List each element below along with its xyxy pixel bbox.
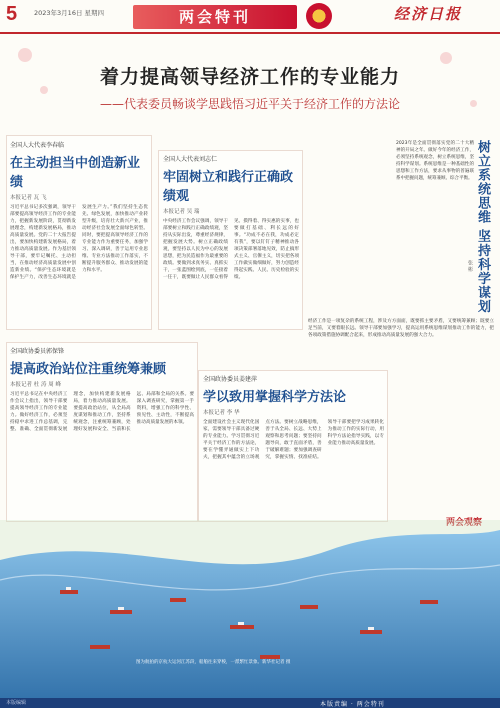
header-divider xyxy=(0,32,500,34)
commentary-body-lower: 经济工作是一项复杂的系统工程，涉及方方面面，既要抓主要矛盾，又要统筹兼顾；既要立足当前，又要着眼长远。领导干部要加强学习，提高运用系统思维谋划推动工作的能力，把各项政策措施协调配合起来，形成推动高质量发展的强大合力。 xyxy=(308,319,494,338)
article-byline: 本报记者 瓦 飞 xyxy=(10,195,47,201)
article-title: 学以致用掌握科学方法论 xyxy=(203,390,347,405)
page-header xyxy=(0,0,500,44)
footer-left-text: 本版编辑 xyxy=(6,700,27,706)
emblem-icon xyxy=(306,3,332,29)
photo-caption: 图为航拍的京杭大运河江苏段，船舶往来穿梭，一派繁忙景象。新华社记者 摄 xyxy=(136,660,291,665)
commentary-author: 张 彬 xyxy=(467,260,473,272)
footer-right-text: 本版责编 · 两会特刊 xyxy=(320,701,385,708)
page-footer xyxy=(0,698,500,708)
section-banner: 两会特刊 xyxy=(133,5,297,29)
article-kicker: 全国人大代表李春临 xyxy=(10,142,65,149)
article-kicker: 全国人大代表刘志仁 xyxy=(163,156,218,163)
article-title: 提高政治站位注重统筹兼顾 xyxy=(10,362,167,377)
main-subheadline: ——代表委员畅谈学思践悟习近平关于经济工作的方法论 xyxy=(99,97,400,111)
issue-date: 2023年3月16日 星期四 xyxy=(34,9,105,17)
article-kicker: 全国政协委员姜建萍 xyxy=(203,376,258,383)
commentary-title: 树立系统思维 坚持科学谋划 xyxy=(475,140,490,314)
main-headline: 着力提高领导经济工作的专业能力 xyxy=(99,66,400,88)
article-byline: 本报记者 吴 瑞 xyxy=(163,209,200,215)
commentary-tag: 两会观察 xyxy=(446,518,483,528)
article-kicker: 全国政协委员郭保锋 xyxy=(10,348,65,355)
article-title: 牢固树立和践行正确政绩观 xyxy=(163,170,294,204)
decor-dot xyxy=(18,48,32,62)
article-byline: 本报记者 杜 涛 周 峰 xyxy=(10,382,61,388)
article-body: 全面建设社会主义现代化国家，需要领导干部具备过硬的专业能力。学习贯彻习近平关于经济工作的方法论，要在学懂弄通做实上下功夫，把握其中蕴含的立场观点方法。要树立战略思维，善于从全局、长远、大势上观察和思考问题；要坚持问题导向，敢于直面矛盾，善于破解难题；要加强调查研究，掌握实情、找准症结。领导干部要把学习成果转化为推动工作的实际行动，用科学方法论指导实践，以专业能力推动高质量发展。 xyxy=(203,420,384,460)
commentary-body: 2023年是全面贯彻落实党的二十大精神的开局之年。做好今年的经济工作，必须坚持系统观念，树立系统思维，坚持科学谋划。系统思维是一种基础性的思想和工作方法，要求从事物的普遍联系中把握问题，统筹兼顾、综合平衡。 xyxy=(396,141,474,181)
article-body: 中央经济工作会议强调，领导干部要树立和践行正确政绩观，坚持从实际出发，尊重经济规律，把握发展大势。树立正确政绩观，要坚持以人民为中心的发展思想，把为民造福作为最重要的政绩。要做到求真务实、真抓实干，一张蓝图绘到底，一任接着一任干，既要做让人民群众看得见、摸得着、得实惠的实事，也要做打基础、利长远的好事。“功成不必在我，功成必定有我”，要以钉钉子精神推动各项决策部署落地见效，防止搞形式主义、官僚主义，切实把各项工作做实做细做好，努力创造经得起实践、人民、历史检验的实绩。 xyxy=(163,219,299,280)
article-2 xyxy=(163,154,299,328)
article-body: 习近平总书记在中央经济工作会议上指出，领导干部要提高领导经济工作的专业能力。做好经济工作，必须坚持稳中求进工作总基调，完整、准确、全面贯彻新发展理念，加快构建新发展格局，着力推动高质量发展。要提高政治站位，从全局高度谋划和推动工作，坚持系统观念，注重统筹兼顾，处理好发展和安全、当前和长远、局部和全局的关系。要深入调查研究，掌握第一手资料，增强工作的科学性、预见性、主动性，不断提高推动高质量发展的本领。 xyxy=(10,392,194,432)
article-body: 习近平总书记多次强调，领导干部要提高领导经济工作的专业能力，把握新发展阶段，贯彻新发展理念，构建新发展格局，推动高质量发展。党的二十大报告提出，要加快构建新发展格局，着力推动高质量发展。作为基层领导干部，要牢记嘱托、主动担当，在推动经济高质量发展中创造新业绩。“保护生态环境就是保护生产力，改善生态环境就是发展生产力。”我们坚持生态优先、绿色发展，加快推动产业转型升级，培育壮大新兴产业，推动经济社会发展全面绿色转型。同时，要把提高领导经济工作的专业能力作为重要任务，加强学习、深入调研，善于运用专业思维、专业方法推动工作落实，不断提升服务群众、推动发展的能力和水平。 xyxy=(10,205,148,280)
article-3 xyxy=(10,346,194,518)
masthead-logo: 经济日报 xyxy=(394,5,463,23)
article-title: 在主动担当中创造新业绩 xyxy=(10,156,141,190)
article-byline: 本报记者 李 华 xyxy=(203,410,240,416)
river-illustration xyxy=(0,520,500,708)
page-number: 5 xyxy=(6,3,18,25)
article-1 xyxy=(10,140,148,328)
